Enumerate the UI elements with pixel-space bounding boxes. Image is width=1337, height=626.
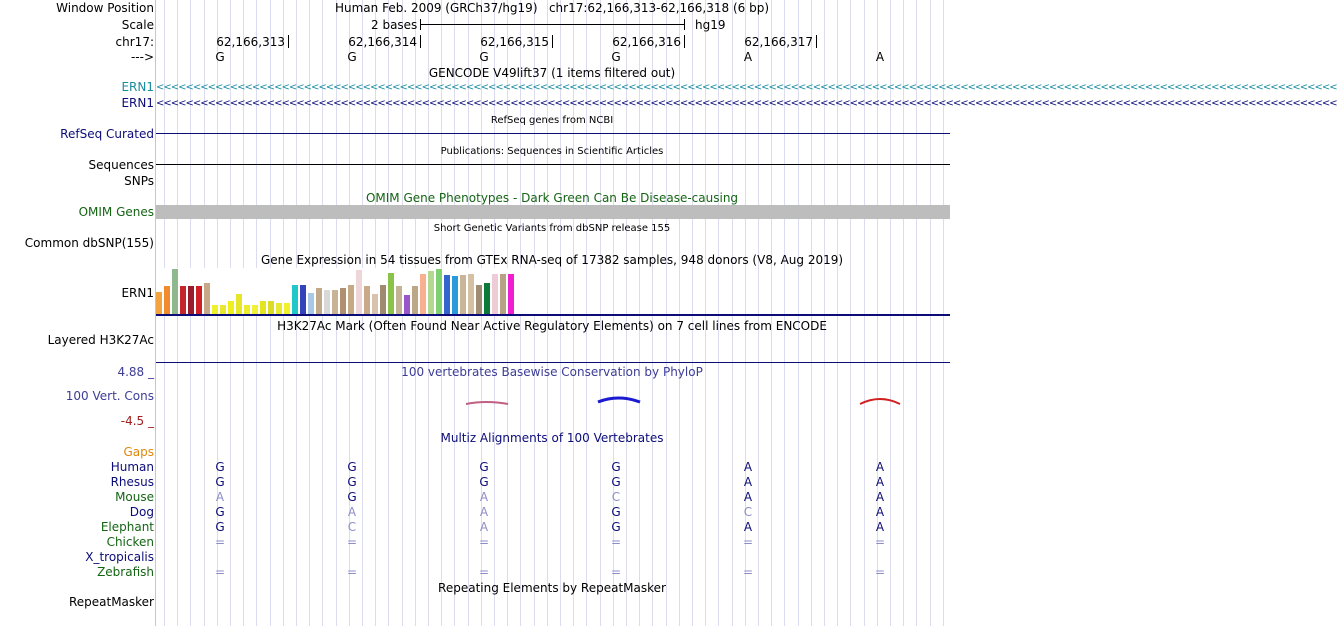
grid-line: [811, 0, 812, 626]
ruler-tick: [288, 35, 289, 48]
scale-text: 2 bases: [371, 18, 418, 32]
alignment-base: G: [347, 490, 357, 504]
alignment-base: =: [478, 565, 490, 579]
ruler-tick: [816, 35, 817, 48]
h3k27ac-track-title: H3K27Ac Mark (Often Found Near Active Regulatory Elements) on 7 cell lines from ENCODE: [277, 319, 827, 333]
omim-track-title: OMIM Gene Phenotypes - Dark Green Can Be Disease-causing: [365, 191, 739, 205]
alignment-base: A: [215, 490, 225, 504]
gtex-tissue-bar[interactable]: [388, 273, 394, 314]
gtex-tissue-bar[interactable]: [396, 286, 402, 314]
grid-line: [798, 0, 799, 626]
chrom-label: chr17:: [115, 35, 154, 49]
alignment-base: G: [611, 520, 621, 534]
gtex-tissue-bar[interactable]: [300, 285, 306, 314]
scale-label: Scale: [121, 18, 154, 32]
gtex-tissue-bar[interactable]: [180, 286, 186, 314]
gtex-tissue-bar[interactable]: [316, 288, 322, 314]
gtex-tissue-bar[interactable]: [156, 292, 162, 314]
gtex-tissue-bar[interactable]: [172, 269, 178, 314]
ruler-base: G: [347, 50, 357, 64]
gtex-tissue-bar[interactable]: [476, 285, 482, 314]
grid-line: [732, 0, 733, 626]
gtex-tissue-bar[interactable]: [356, 270, 362, 314]
dbsnp-track-title: Short Genetic Variants from dbSNP release 155: [433, 223, 671, 234]
alignment-base: =: [346, 535, 358, 549]
alignment-base: A: [875, 490, 885, 504]
alignment-base: =: [346, 565, 358, 579]
alignment-base: =: [742, 535, 754, 549]
grid-line: [666, 0, 667, 626]
phylop-track-title: 100 vertebrates Basewise Conservation by PhyloP: [401, 365, 703, 379]
common-dbsnp-label[interactable]: Common dbSNP(155): [24, 236, 154, 250]
grid-line: [824, 0, 825, 626]
refseq-gene-line[interactable]: [156, 133, 950, 134]
gencode-gene-feature-2[interactable]: <<<<<<<<<<<<<<<<<<<<<<<<<<<<<<<<<<<<<<<<<<<<<<<<<<<<<<<<<<<<<<<<<<<<<<<<<<<<<<<<<<<<<<<<<<<<<<<<<<<<<<<<<<<<<<<<<<<<<<<<<<<<<<<<<<<<<<<<<<<<<<<<<<<<<<<<<<<<<<<<: [156, 98, 1337, 109]
window-position-label: Window Position: [56, 1, 154, 15]
gtex-tissue-bar[interactable]: [228, 301, 234, 314]
gene-label-ern1-gencode[interactable]: ERN1: [121, 80, 154, 94]
gtex-tissue-bar[interactable]: [236, 294, 242, 314]
gtex-tissue-bar[interactable]: [364, 286, 370, 314]
grid-line: [652, 0, 653, 626]
snps-label[interactable]: SNPs: [124, 174, 154, 188]
grid-line: [903, 0, 904, 626]
alignment-base: A: [875, 460, 885, 474]
gtex-tissue-bar[interactable]: [348, 285, 354, 314]
gtex-gene-line: [156, 314, 950, 316]
ruler-coordinate: 62,166,314: [348, 35, 417, 49]
gtex-tissue-bar[interactable]: [340, 288, 346, 314]
grid-line: [586, 0, 587, 626]
scale-bar: [420, 24, 685, 25]
scale-assembly: hg19: [695, 18, 726, 32]
phylop-100-vert-cons-label[interactable]: 100 Vert. Cons: [65, 389, 154, 403]
publications-track-title: Publications: Sequences in Scientific Articles: [440, 146, 664, 157]
alignment-base: =: [874, 535, 886, 549]
grid-line: [864, 0, 865, 626]
alignment-base: G: [215, 505, 225, 519]
grid-line: [560, 0, 561, 626]
gtex-tissue-bar[interactable]: [460, 275, 466, 314]
sequences-label[interactable]: Sequences: [88, 158, 154, 172]
position-header: [335, 1, 769, 15]
grid-line: [784, 0, 785, 626]
alignment-base: =: [742, 565, 754, 579]
omim-genes-label[interactable]: OMIM Genes: [78, 205, 154, 219]
gtex-gene-label[interactable]: ERN1: [121, 286, 154, 300]
gaps-label[interactable]: Gaps: [123, 445, 154, 459]
gencode-track-title: GENCODE V49lift37 (1 items filtered out): [428, 66, 676, 80]
alignment-base: G: [611, 505, 621, 519]
alignment-base: A: [743, 520, 753, 534]
gtex-tissue-bar[interactable]: [404, 295, 410, 314]
ruler-coordinate: 62,166,316: [612, 35, 681, 49]
alignment-base: A: [743, 475, 753, 489]
alignment-base: A: [479, 520, 489, 534]
alignment-base: =: [610, 535, 622, 549]
ruler-coordinate: 62,166,313: [216, 35, 285, 49]
alignment-base: G: [347, 460, 357, 474]
gencode-gene-feature[interactable]: <<<<<<<<<<<<<<<<<<<<<<<<<<<<<<<<<<<<<<<<<<<<<<<<<<<<<<<<<<<<<<<<<<<<<<<<<<<<<<<<<<<<<<<<<<<<<<<<<<<<<<<<<<<<<<<<<<<<<<<<<<<<<<<<<<<<<<<<<<<<<<<<<<<<<<<<<<<<<<<<: [156, 82, 1337, 93]
alignment-base: A: [875, 505, 885, 519]
refseq-curated-label[interactable]: RefSeq Curated: [60, 127, 154, 141]
ruler-coordinate: 62,166,317: [744, 35, 813, 49]
species-label-mouse[interactable]: Mouse: [115, 490, 154, 504]
alignment-base: G: [611, 475, 621, 489]
alignment-base: A: [479, 490, 489, 504]
phylop-peak-2: [598, 398, 640, 402]
grid-line: [890, 0, 891, 626]
gtex-tissue-bar[interactable]: [196, 286, 202, 314]
gtex-tissue-bar[interactable]: [324, 290, 330, 314]
omim-feature-bar[interactable]: [156, 205, 950, 219]
alignment-base: G: [215, 460, 225, 474]
gtex-tissue-bar[interactable]: [500, 274, 506, 314]
species-label-chicken[interactable]: Chicken: [106, 535, 154, 549]
h3k27ac-baseline: [156, 362, 950, 363]
grid-line: [573, 0, 574, 626]
alignment-base: G: [479, 460, 489, 474]
gtex-tissue-bar[interactable]: [436, 269, 442, 314]
scale-bar-right-end: [684, 19, 685, 30]
species-label-x_tropicalis[interactable]: X_tropicalis: [85, 550, 154, 564]
grid-line: [930, 0, 931, 626]
species-label-human[interactable]: Human: [110, 460, 154, 474]
phylop-signal-plot[interactable]: [156, 392, 950, 412]
alignment-base: =: [478, 535, 490, 549]
ruler-base: A: [875, 50, 885, 64]
publication-sequence-line[interactable]: [156, 164, 950, 165]
assembly-text: Human Feb. 2009 (GRCh37/hg19): [334, 1, 538, 15]
grid-line: [850, 0, 851, 626]
alignment-base: C: [347, 520, 357, 534]
grid-line: [758, 0, 759, 626]
phylop-peak-3: [860, 399, 900, 404]
alignment-base: G: [611, 460, 621, 474]
grid-line: [692, 0, 693, 626]
gtex-tissue-bar[interactable]: [412, 286, 418, 314]
ruler-tick: [684, 35, 685, 48]
grid-line: [771, 0, 772, 626]
alignment-base: =: [610, 565, 622, 579]
gtex-tissue-bar[interactable]: [428, 271, 434, 314]
species-label-rhesus[interactable]: Rhesus: [110, 475, 154, 489]
ruler-tick: [552, 35, 553, 48]
alignment-base: G: [215, 520, 225, 534]
ruler-base: G: [479, 50, 489, 64]
gtex-track-title: Gene Expression in 54 tissues from GTEx RNA-seq of 17382 samples, 948 donors (V8, Aug 2019): [260, 253, 844, 267]
gtex-tissue-bar[interactable]: [220, 305, 226, 314]
grid-line: [943, 0, 944, 626]
gtex-tissue-bar[interactable]: [244, 305, 250, 314]
alignment-base: =: [874, 565, 886, 579]
position-text: chr17:62,166,313-62,166,318 (6 bp): [548, 1, 770, 15]
gtex-tissue-bar[interactable]: [164, 286, 170, 314]
species-label-elephant[interactable]: Elephant: [100, 520, 154, 534]
layered-h3k27ac-label[interactable]: Layered H3K27Ac: [47, 333, 154, 347]
ruler-base: G: [611, 50, 621, 64]
ruler-tick: [420, 35, 421, 48]
gtex-expression-chart[interactable]: [156, 268, 556, 314]
grid-line: [639, 0, 640, 626]
ruler-coordinate: 62,166,315: [480, 35, 549, 49]
gtex-tissue-bar[interactable]: [268, 301, 274, 314]
gene-label-ern1-gencode-2[interactable]: ERN1: [121, 96, 154, 110]
phylop-max-label: 4.88 _: [117, 365, 154, 379]
grid-line: [837, 0, 838, 626]
gtex-tissue-bar[interactable]: [444, 275, 450, 314]
gtex-tissue-bar[interactable]: [484, 283, 490, 314]
gtex-tissue-bar[interactable]: [212, 305, 218, 314]
gtex-tissue-bar[interactable]: [252, 305, 258, 314]
alignment-base: A: [743, 460, 753, 474]
alignment-base: C: [611, 490, 621, 504]
gtex-tissue-bar[interactable]: [420, 274, 426, 314]
ruler-base: A: [743, 50, 753, 64]
alignment-base: A: [347, 505, 357, 519]
grid-line: [718, 0, 719, 626]
grid-line: [705, 0, 706, 626]
grid-line: [600, 0, 601, 626]
species-label-zebrafish[interactable]: Zebrafish: [97, 565, 154, 579]
phylop-peak-1: [466, 402, 508, 404]
strand-label: --->: [130, 50, 154, 64]
gtex-tissue-bar[interactable]: [204, 283, 210, 314]
gtex-tissue-bar[interactable]: [380, 285, 386, 314]
alignment-base: A: [875, 520, 885, 534]
species-label-dog[interactable]: Dog: [129, 505, 154, 519]
gtex-tissue-bar[interactable]: [276, 303, 282, 314]
gtex-tissue-bar[interactable]: [508, 274, 514, 314]
gtex-tissue-bar[interactable]: [260, 301, 266, 314]
phylop-min-label: -4.5 _: [120, 414, 154, 428]
gtex-tissue-bar[interactable]: [292, 285, 298, 314]
gtex-tissue-bar[interactable]: [452, 276, 458, 314]
gtex-tissue-bar[interactable]: [188, 286, 194, 314]
repeatmasker-label[interactable]: RepeatMasker: [68, 595, 154, 609]
alignment-base: =: [214, 565, 226, 579]
alignment-base: A: [875, 475, 885, 489]
alignment-base: G: [215, 475, 225, 489]
gtex-tissue-bar[interactable]: [372, 294, 378, 314]
alignment-base: A: [743, 490, 753, 504]
multiz-track-title: Multiz Alignments of 100 Vertebrates: [440, 431, 664, 445]
alignment-base: G: [347, 475, 357, 489]
alignment-base: A: [479, 505, 489, 519]
gtex-tissue-bar[interactable]: [468, 274, 474, 314]
gtex-tissue-bar[interactable]: [284, 303, 290, 314]
refseq-track-title: RefSeq genes from NCBI: [490, 115, 614, 126]
alignment-base: C: [743, 505, 753, 519]
grid-line: [916, 0, 917, 626]
gtex-tissue-bar[interactable]: [332, 290, 338, 314]
gtex-tissue-bar[interactable]: [308, 293, 314, 314]
grid-line: [626, 0, 627, 626]
grid-line: [679, 0, 680, 626]
ruler-base: G: [215, 50, 225, 64]
alignment-base: G: [479, 475, 489, 489]
gtex-tissue-bar[interactable]: [492, 274, 498, 314]
repeatmasker-track-title: Repeating Elements by RepeatMasker: [438, 581, 666, 595]
alignment-base: =: [214, 535, 226, 549]
